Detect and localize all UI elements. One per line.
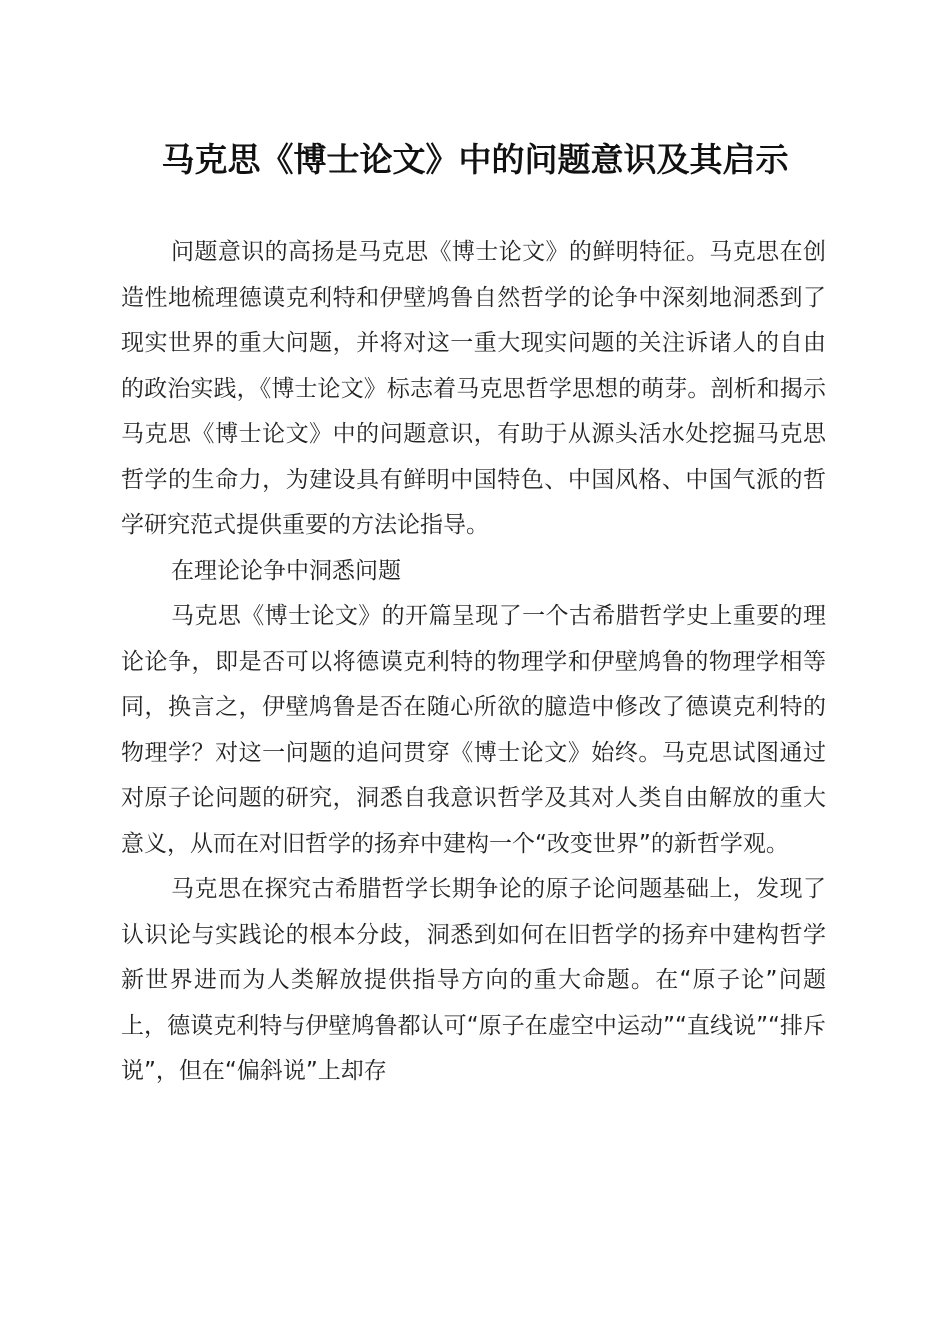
paragraph-intro: 问题意识的高扬是马克思《博士论文》的鲜明特征。马克思在创造性地梳理德谟克利特和伊壁鸠鲁自然哲学的论争中深刻地洞悉到了现实世界的重大问题，并将对这一重大现实问题的关注诉诸人的自由的政治实践，《博士论文》标志着马克思哲学思想的萌芽。剖析和揭示马克思《博士论文》中的问题意识，有助于从源头活水处挖掘马克思哲学的生命力，为建设具有鲜明中国特色、中国风格、中国气派的哲学研究范式提供重要的方法论指导。 [121, 239, 826, 538]
section-heading: 在理论论争中洞悉问题 [171, 557, 401, 584]
document-body [121, 230, 826, 1095]
paragraph-theory-debate: 马克思《博士论文》的开篇呈现了一个古希腊哲学史上重要的理论论争，即是否可以将德谟克利特的物理学和伊壁鸠鲁的物理学相等同，换言之，伊壁鸠鲁是否在随心所欲的臆造中修改了德谟克利特的物理学？对这一问题的追问贯穿《博士论文》始终。马克思试图通过对原子论问题的研究，洞悉自我意识哲学及其对人类自由解放的重大意义，从而在对旧哲学的扬弃中建构一个“改变世界”的新哲学观。 [121, 603, 826, 857]
document-title: 马克思《博士论文》中的问题意识及其启示 [161, 140, 789, 179]
paragraph-atomism: 马克思在探究古希腊哲学长期争论的原子论问题基础上，发现了认识论与实践论的根本分歧，洞悉到如何在旧哲学的扬弃中建构哲学新世界进而为人类解放提供指导方向的重大命题。在“原子论”问题上，德谟克利特与伊壁鸠鲁都认可“原子在虚空中运动”“直线说”“排斥说”，但在“偏斜说”上却存 [121, 876, 826, 1084]
